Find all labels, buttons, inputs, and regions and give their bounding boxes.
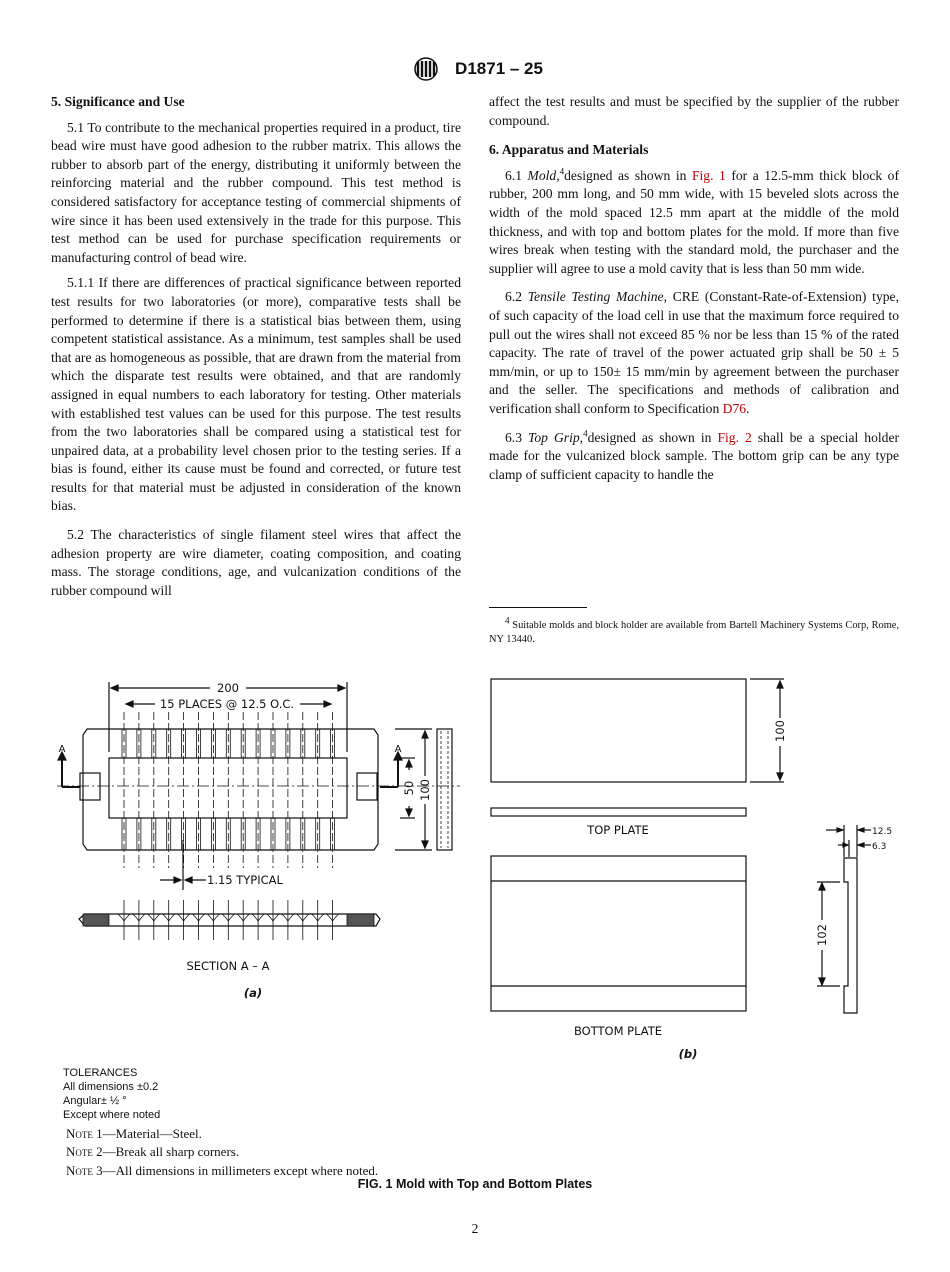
- dim-6-3-label: 6.3: [872, 842, 887, 852]
- dim-12-5-label: 12.5: [872, 827, 893, 837]
- dim-100-plate-label: 100: [773, 720, 787, 742]
- tolerances-heading: TOLERANCES: [63, 1067, 138, 1079]
- note-2: Note 2—Break all sharp corners.: [66, 1144, 240, 1160]
- dim-50-label: 50: [402, 780, 416, 796]
- section-label: SECTION A – A: [186, 959, 270, 973]
- paragraph-6-1: 6.1 Mold,$^4$designed as shown in Fig. 1 for a 12.5-mm thick block of rubber, 200 mm long, and 50 mm wide, with 15 beveled slots across the width of the mold spaced 12.5 mm apart at the middle of the mold thickness, and with top and bottom plates for the mold. If more than five wires break when testing with the standard mold, the purchaser and the supplier will agree to use a mold cavity that is less than 50 mm wide.: [489, 166, 899, 276]
- slot-line: [241, 729, 245, 758]
- dim-200-label: 200: [217, 681, 239, 695]
- paragraph-6-2: 6.2 Tensile Testing Machine, CRE (Constant-Rate-of-Extension) type, of such capacity of the load cell in use that the maximum force required to pull out the wires shall not exceed 85 % nor be less than 15 % of the rated capacity. The rate of travel of the power actuated grip shall be 50 ± 5 mm/min, or up to 150± 15 mm/min by agreement between the purchaser and the seller. The specifications and methods of calibration and verification shall conform to Specification D76.: [489, 289, 899, 416]
- dim-places-label: 15 PLACES @ 12.5 O.C.: [159, 697, 295, 711]
- figure-notes: [66, 1125, 378, 1180]
- tolerance-line: Except where noted: [63, 1109, 161, 1121]
- slot-line: [301, 729, 305, 758]
- figure-caption: FIG. 1 Mold with Top and Bottom Plates: [357, 1177, 593, 1191]
- fig-2-link[interactable]: Fig. 2: [717, 429, 752, 445]
- figure-a-mold: [57, 682, 460, 940]
- tolerance-line: All dimensions ±0.2: [63, 1081, 159, 1093]
- slot-line: [226, 729, 230, 758]
- slot-line: [316, 729, 320, 758]
- section-mark-right: A: [394, 744, 402, 755]
- figure-a-label: (a): [243, 986, 263, 1000]
- d76-link[interactable]: D76: [722, 400, 747, 416]
- tolerances-block: [63, 1066, 160, 1122]
- paragraph-5-2-continued: affect the test results and must be specified by the supplier of the rubber compound.: [489, 94, 899, 128]
- fig-1-link[interactable]: Fig. 1: [691, 167, 726, 183]
- slot-line: [197, 729, 201, 758]
- slot-line: [137, 729, 141, 758]
- slot-line: [182, 729, 186, 758]
- slot-line: [152, 729, 156, 758]
- slot-line: [256, 729, 260, 758]
- note-1: Note 1—Material—Steel.: [66, 1126, 202, 1141]
- page-number: 2: [471, 1221, 479, 1236]
- slot-line: [211, 729, 215, 758]
- dim-typical-label: 1.15 TYPICAL: [207, 873, 283, 887]
- paragraph-5-1: 5.1 To contribute to the mechanical properties required in a product, tire bead wire must have good adhesion to the rubber matrix. This allows the rubber to absorb part of the energy, distributing it uniformly between the reinforcing material and the rubber compound. This test method is considered satisfactory for acceptance testing of commercial shipments of wire since it has been used extensively in the trade for this purpose. This test method can be used for purchase specification requirements or manufacturing control of bead wire.: [51, 119, 461, 265]
- slot-line: [286, 729, 290, 758]
- section-heading: 5. Significance and Use: [51, 94, 185, 109]
- section-heading: 6. Apparatus and Materials: [489, 142, 649, 158]
- paragraph-5-1-1: 5.1.1 If there are differences of practical significance between reported test results for two laboratories (or more), comparative tests shall be performed to determine if there is a statistical bias between them, using competent statistical assistance. As a minimum, test samples shall be used that are as homogeneous as possible, that are drawn from the material from which the disparate test results were obtained, and that are randomly assigned in equal numbers to each laboratory for testing. Other materials with established test values can be used for this purpose. The test results from the two laboratories shall be compared using a statistical test for unpaired data, at a probability level chosen prior to the testing series. If a bias is found, either its cause must be found and corrected, or future test results for that material must be adjusted in consideration of the known bias.: [51, 275, 461, 514]
- slot-line: [122, 729, 126, 758]
- paragraph-6-3: 6.3 Top Grip,$^4$designed as shown in Fig. 2 shall be a special holder made for the vulcanized block sample. The bottom grip can be any type clamp of sufficient capacity to handle the: [489, 427, 900, 482]
- figure-b-plates: [491, 679, 871, 1013]
- document-designation: D1871 – 25: [455, 59, 543, 78]
- paragraph-5-2: 5.2 The characteristics of single filament steel wires that affect the adhesion property are wire diameter, coating composition, and coating mass. The storage conditions, age, and vulcanization conditions of the rubber compound will: [51, 527, 461, 598]
- figure-b-label: (b): [678, 1047, 698, 1061]
- dim-102-label: 102: [815, 924, 829, 946]
- top-plate-label: TOP PLATE: [587, 823, 649, 837]
- dim-100-label: 100: [418, 779, 432, 801]
- tolerance-line: Angular± ½ °: [63, 1095, 127, 1107]
- section-mark-left: A: [58, 744, 66, 755]
- footnote: $^4$ Suitable molds and block holder are available from Bartell Machinery Systems Corp, Rome, NY 13440.: [489, 615, 899, 645]
- note-3: Note 3—All dimensions in millimeters except where noted.: [66, 1162, 379, 1178]
- slot-line: [331, 729, 335, 758]
- slot-line: [271, 729, 275, 758]
- slot-line: [167, 729, 171, 758]
- bottom-plate-label: BOTTOM PLATE: [573, 1024, 663, 1038]
